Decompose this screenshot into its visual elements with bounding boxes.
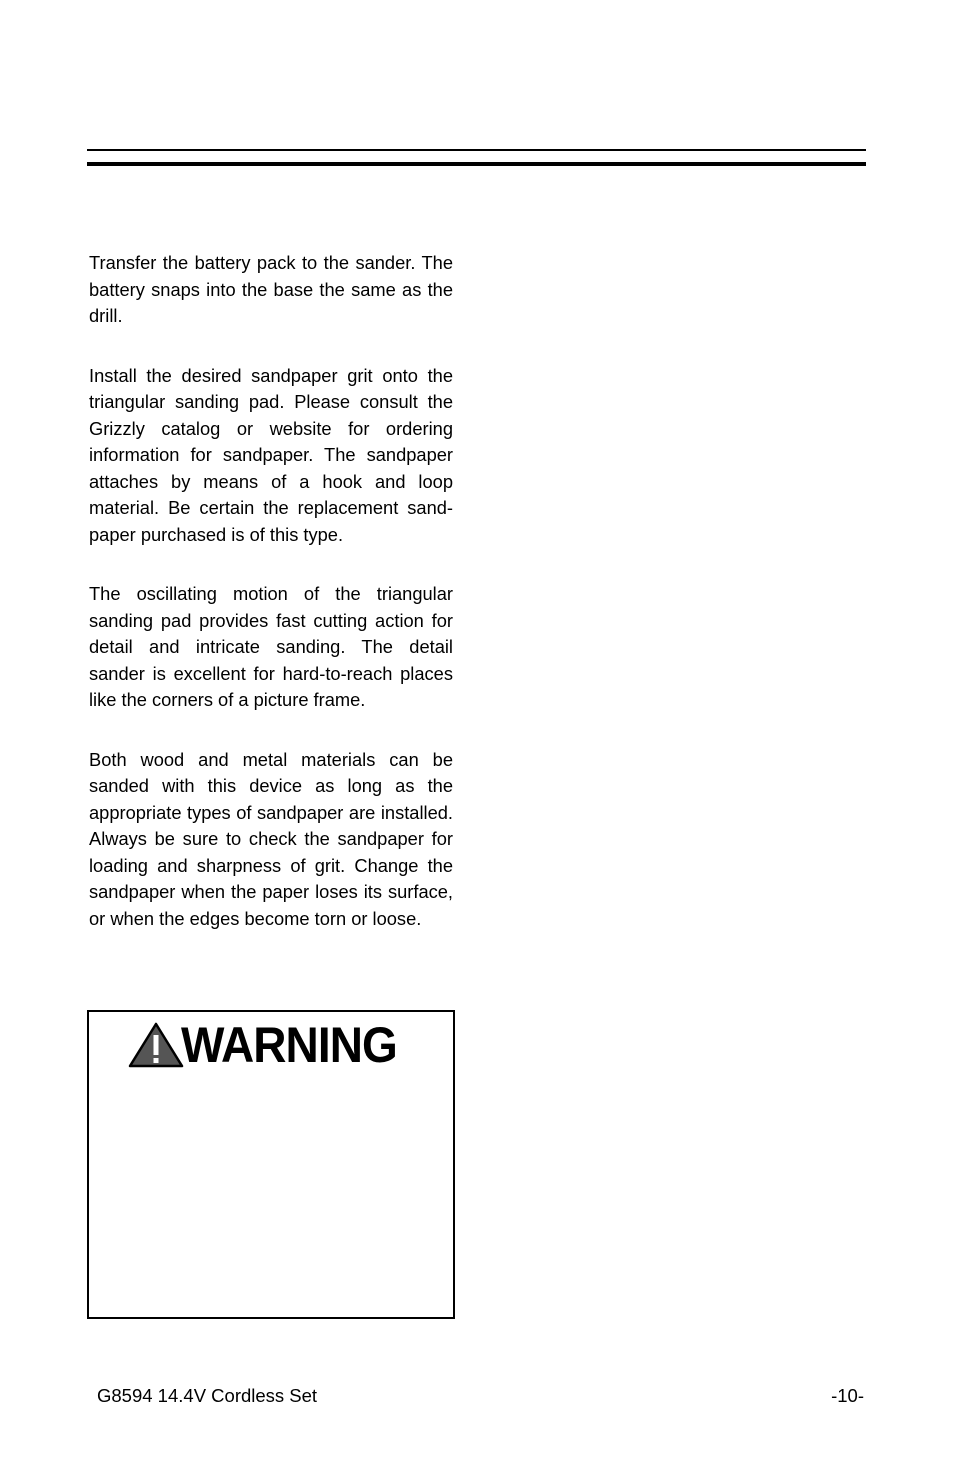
paragraph-oscillating-motion: The oscillating motion of the triangular sanding pad provides fast cutting action for detail and intricate sanding. The detail sander is excellent for hard-to-reach places like the corners of a picture frame. (89, 583, 453, 710)
body-column (89, 250, 453, 965)
warning-label: WARNING (181, 1017, 397, 1073)
paragraph-battery: Transfer the battery pack to the sander. The battery snaps into the base the same as the drill. (89, 252, 453, 326)
warning-box (87, 1010, 455, 1319)
header-rule-thin (87, 149, 866, 151)
paragraph-sandpaper: Install the desired sandpaper grit onto the triangular sanding pad. Please consult the Grizzly catalog or website for ordering information for sandpaper. The sandpaper attaches by means of a hook and loop material. Be certain the replacement sandpaper purchased is of this type. (89, 364, 453, 545)
footer-page-number: -10- (831, 1385, 864, 1406)
warning-triangle-icon (127, 1021, 185, 1069)
warning-header (127, 1018, 416, 1072)
header-rule-thick (87, 162, 866, 166)
footer-model: G8594 14.4V Cordless Set (97, 1385, 318, 1406)
paragraph-materials: Both wood and metal materials can be sanded with this device as long as the appropriate types of sandpaper are installed. Always be sure to check the sandpaper for loading and sharpness of grit. Change the sandpaper when the paper loses its surface, or when the edges become torn or loose. (89, 748, 453, 929)
